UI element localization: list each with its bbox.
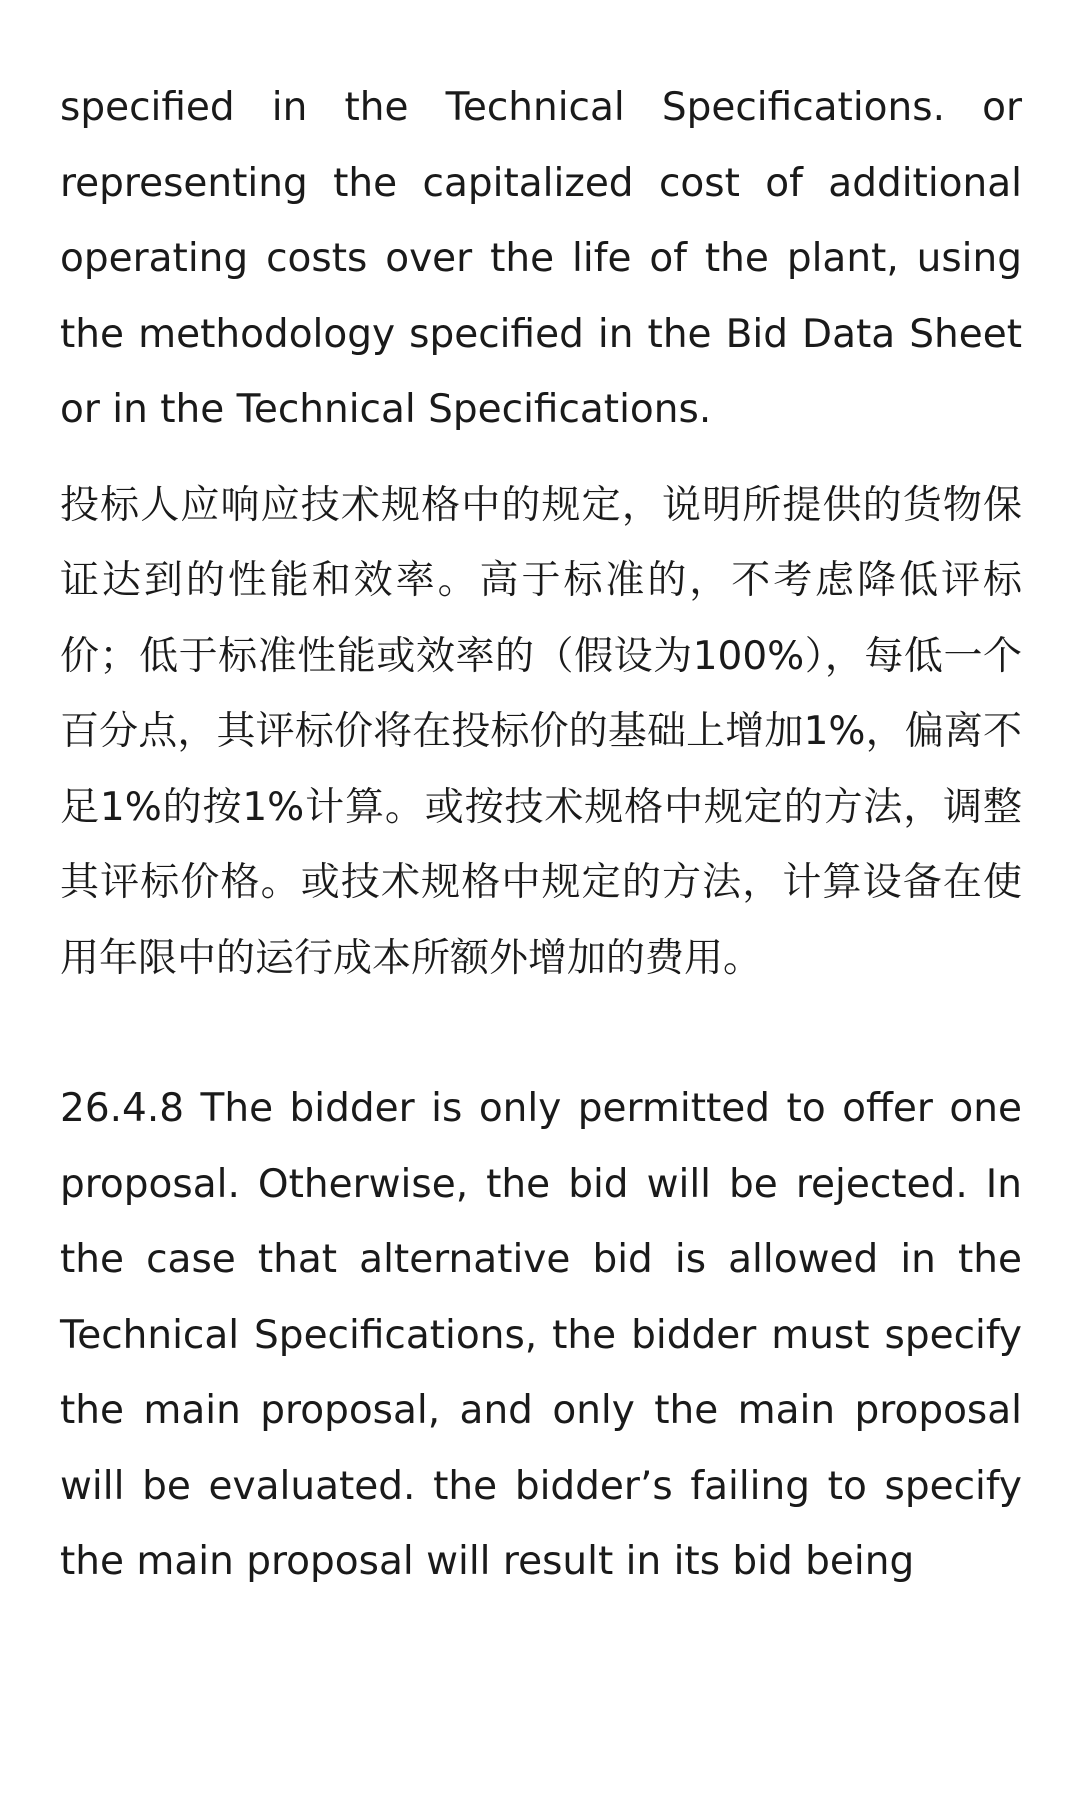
paragraph-chinese-translation: 投标人应响应技术规格中的规定，说明所提供的货物保证达到的性能和效率。高于标准的，不考虑降低评标价；低于标准性能或效率的（假设为100%），每低一个百分点，其评标价将在投标价的基础上增加1%，偏离不足1%的按1%计算。或按技术规格中规定的方法，调整其评标价格。或技术规格中规定的方法，计算设备在使用年限中的运行成本所额外增加的费用。 (60, 482, 1022, 981)
paragraph-clause-26-4-8: 26.4.8 The bidder is only permitted to offer one proposal. Otherwise, the bid will be rejected. In the case that alternative bid is allowed in the Technical Specifications, the bidder must specify the main proposal, and only the main proposal will be evaluated. the bidder’s failing to specify the main proposal will result in its bid being (60, 1086, 1022, 1584)
document-page (60, 70, 1022, 1600)
paragraph-english-continuation: specified in the Technical Specifications. or representing the capitalized cost of additional operating costs over the life of the plant, using the methodology specified in the Bid Data Sheet or in the Technical Specifications. (60, 85, 1022, 432)
